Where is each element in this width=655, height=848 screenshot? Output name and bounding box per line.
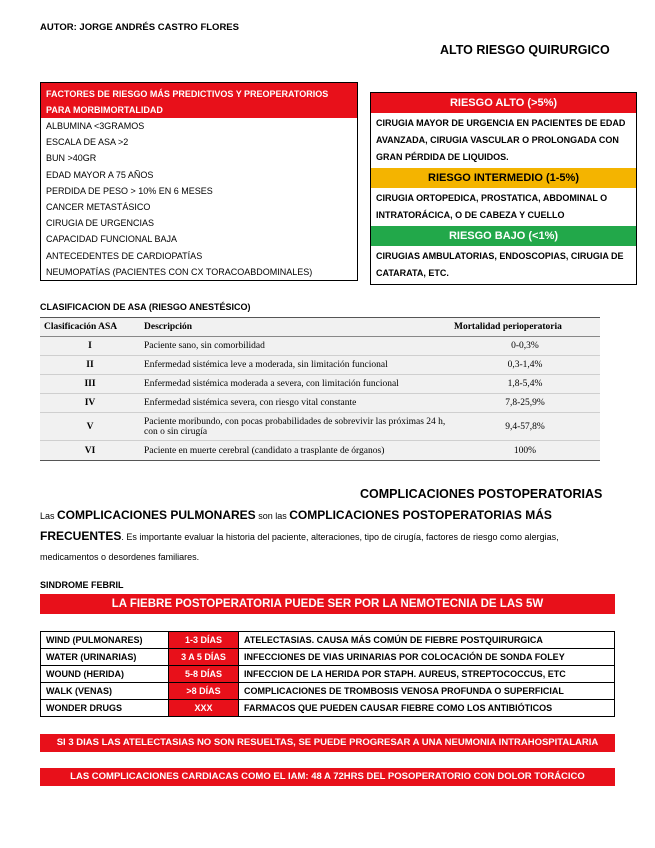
- complications-paragraph: [40, 505, 615, 567]
- asa-description: Paciente moribundo, con pocas probabilidades de sobrevivir las próximas 24 h, con o sin cirugía: [140, 413, 450, 441]
- asa-col-mortality: Mortalidad perioperatoria: [450, 318, 600, 337]
- fever-row: [41, 649, 615, 666]
- paragraph-bold: COMPLICACIONES PULMONARES: [57, 508, 256, 522]
- asa-description: Enfermedad sistémica leve a moderada, sin limitación funcional: [140, 356, 450, 375]
- asa-table: [40, 317, 600, 461]
- asa-description: Paciente en muerte cerebral (candidato a trasplante de órganos): [140, 441, 450, 461]
- fever-days: >8 DÍAS: [169, 683, 239, 700]
- page-title: ALTO RIESGO QUIRURGICO: [440, 43, 610, 57]
- asa-col-class: Clasificación ASA: [40, 318, 140, 337]
- cardiac-note-banner: LAS COMPLICACIONES CARDIACAS COMO EL IAM: 48 A 72HRS DEL POSOPERATORIO CON DOLOR TORÁCICO: [40, 768, 615, 786]
- risk-high-header: RIESGO ALTO (>5%): [371, 93, 636, 113]
- fever-description: COMPLICACIONES DE TROMBOSIS VENOSA PROFUNDA O SUPERFICIAL: [239, 683, 615, 700]
- fever-days: 1-3 DÍAS: [169, 632, 239, 649]
- fever-5w-banner: LA FIEBRE POSTOPERATORIA PUEDE SER POR LA NEMOTECNIA DE LAS 5W: [40, 594, 615, 614]
- paragraph-text: son las: [255, 511, 290, 521]
- fever-5w-table: [40, 631, 615, 717]
- asa-description: Paciente sano, sin comorbilidad: [140, 337, 450, 356]
- asa-description: Enfermedad sistémica severa, con riesgo vital constante: [140, 394, 450, 413]
- risk-intermediate-header: RIESGO INTERMEDIO (1-5%): [371, 168, 636, 188]
- fever-cause: WIND (PULMONARES): [41, 632, 169, 649]
- asa-mortality: 0,3-1,4%: [450, 356, 600, 375]
- fever-days: 3 A 5 DÍAS: [169, 649, 239, 666]
- asa-mortality: 1,8-5,4%: [450, 375, 600, 394]
- fever-row: [41, 700, 615, 717]
- fever-description: FARMACOS QUE PUEDEN CAUSAR FIEBRE COMO LOS ANTIBIÓTICOS: [239, 700, 615, 717]
- paragraph-bold: COMPLICACIONES POSTOPERATORIAS MÁS FRECUENTES: [40, 508, 552, 543]
- risk-factors-box: [40, 82, 358, 281]
- risk-factor-item: PERDIDA DE PESO > 10% EN 6 MESES: [46, 185, 213, 196]
- complications-title: COMPLICACIONES POSTOPERATORIAS: [360, 487, 603, 501]
- fever-cause: WONDER DRUGS: [41, 700, 169, 717]
- asa-class: IV: [40, 394, 140, 413]
- asa-mortality: 9,4-57,8%: [450, 413, 600, 441]
- fever-cause: WATER (URINARIAS): [41, 649, 169, 666]
- risk-low-description: CIRUGIAS AMBULATORIAS, ENDOSCOPIAS, CIRUGIA DE CATARATA, ETC.: [376, 251, 624, 278]
- asa-table-row: [40, 375, 600, 394]
- risk-factor-item: EDAD MAYOR A 75 AÑOS: [46, 169, 154, 180]
- risk-factor-item: ANTECEDENTES DE CARDIOPATÍAS: [46, 250, 203, 261]
- asa-table-row: [40, 394, 600, 413]
- asa-class: III: [40, 375, 140, 394]
- febrile-syndrome-label: SINDROME FEBRIL: [40, 580, 124, 590]
- fever-row: [41, 632, 615, 649]
- paragraph-text: Las: [40, 511, 58, 521]
- risk-factor-item: CIRUGIA DE URGENCIAS: [46, 218, 155, 229]
- atelectasis-note-banner: SI 3 DIAS LAS ATELECTASIAS NO SON RESUELTAS, SE PUEDE PROGRESAR A UNA NEUMONIA INTRAHOSPITALARIA: [40, 734, 615, 752]
- fever-description: INFECCIONES DE VIAS URINARIAS POR COLOCACIÓN DE SONDA FOLEY: [239, 649, 615, 666]
- asa-mortality: 7,8-25,9%: [450, 394, 600, 413]
- fever-cause: WALK (VENAS): [41, 683, 169, 700]
- fever-description: INFECCION DE LA HERIDA POR STAPH. AUREUS, STREPTOCOCCUS, ETC: [239, 666, 615, 683]
- asa-class: V: [40, 413, 140, 441]
- asa-table-row: [40, 441, 600, 461]
- asa-class: I: [40, 337, 140, 356]
- fever-cause: WOUND (HERIDA): [41, 666, 169, 683]
- risk-factors-header: FACTORES DE RIESGO MÁS PREDICTIVOS Y PREOPERATORIOS PARA MORBIMORTALIDAD: [41, 83, 357, 118]
- risk-factor-item: BUN >40GR: [46, 153, 97, 164]
- asa-caption: CLASIFICACION DE ASA (RIESGO ANESTÉSICO): [40, 302, 251, 312]
- fever-description: ATELECTASIAS. CAUSA MÁS COMÚN DE FIEBRE POSTQUIRURGICA: [239, 632, 615, 649]
- risk-intermediate-description: CIRUGIA ORTOPEDICA, PROSTATICA, ABDOMINAL O INTRATORÁCICA, O DE CABEZA Y CUELLO: [376, 193, 608, 220]
- risk-factor-item: ALBUMINA <3GRAMOS: [46, 121, 145, 131]
- risk-high-description: CIRUGIA MAYOR DE URGENCIA EN PACIENTES DE EDAD AVANZADA, CIRUGIA VASCULAR O PROLONGADA CON GRAN PÉRDIDA DE LIQUIDOS.: [376, 118, 626, 162]
- risk-factor-item: NEUMOPATÍAS (PACIENTES CON CX TORACOABDOMINALES): [46, 266, 313, 277]
- asa-mortality: 100%: [450, 441, 600, 461]
- asa-description: Enfermedad sistémica moderada a severa, con limitación funcional: [140, 375, 450, 394]
- risk-low-header: RIESGO BAJO (<1%): [371, 226, 636, 246]
- paragraph-text: . Es importante evaluar la historia del paciente, alteraciones, tipo de cirugía, factores de riesgo como alergias, medicamentos o desordenes familiares.: [40, 532, 559, 562]
- asa-col-description: Descripción: [140, 318, 450, 337]
- author-line: AUTOR: JORGE ANDRÉS CASTRO FLORES: [40, 22, 239, 33]
- asa-table-header-row: [40, 318, 600, 337]
- risk-factor-item: ESCALA DE ASA >2: [46, 137, 129, 148]
- asa-table-row: [40, 337, 600, 356]
- fever-days: XXX: [169, 700, 239, 717]
- asa-class: VI: [40, 441, 140, 461]
- asa-table-row: [40, 356, 600, 375]
- asa-table-row: [40, 413, 600, 441]
- surgical-risk-box: [370, 92, 637, 285]
- fever-row: [41, 666, 615, 683]
- asa-class: II: [40, 356, 140, 375]
- risk-factor-item: CANCER METASTÁSICO: [46, 201, 151, 212]
- asa-mortality: 0-0,3%: [450, 337, 600, 356]
- fever-row: [41, 683, 615, 700]
- risk-factor-item: CAPACIDAD FUNCIONAL BAJA: [46, 234, 178, 245]
- fever-days: 5-8 DÍAS: [169, 666, 239, 683]
